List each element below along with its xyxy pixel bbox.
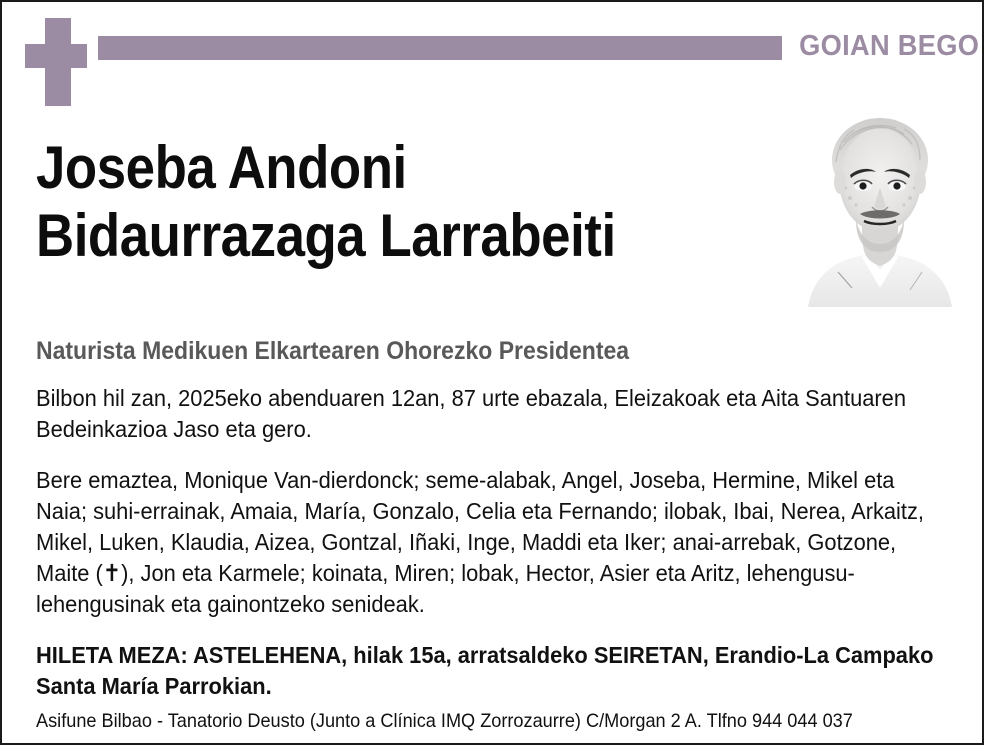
survivors-paragraph: Bere emaztea, Monique Van-dierdonck; seme-alabak, Angel, Joseba, Hermine, Mikel eta Naia; suhi-errainak, Amaia, María, Gonzalo, Celia eta Fernando; ilobak, Ibai, Nerea, Arkaitz, Mikel, Luken, Klaudia, Aizea, Gontzal, Iñaki, Inge, Maddi eta Iker; anai-arrebak, Gotzone, Maite (✝), Jon eta Karmele; koinata, Miren; lobak, Hector, Asier eta Aritz, lehengusu-lehengusinak eta gainontzeko senideak. <box>36 467 924 617</box>
latin-cross-icon <box>25 18 87 106</box>
portrait-photo <box>800 102 960 307</box>
deceased-name <box>36 134 796 270</box>
deceased-given-name: Joseba Andoni <box>36 134 407 201</box>
deceased-surname: Bidaurrazaga Larrabeiti <box>36 202 616 269</box>
death-notice-paragraph: Bilbon hil zan, 2025eko abenduaren 12an, 87 urte ebazala, Eleizakoak eta Aita Santuaren Bedeinkazioa Jaso eta gero. <box>36 385 906 442</box>
header-divider-bar <box>98 36 782 60</box>
notice-body <box>36 336 934 718</box>
deceased-title: Naturista Medikuen Elkartearen Ohorezko Presidentea <box>36 337 630 365</box>
funeral-details-paragraph: HILETA MEZA: ASTELEHENA, hilak 15a, arratsaldeko SEIRETAN, Erandio-La Campako Santa María Parrokian. <box>36 642 934 699</box>
notice-header <box>2 2 984 107</box>
cross-horizontal-bar <box>25 44 87 68</box>
funeral-home-footer: Asifune Bilbao - Tanatorio Deusto (Junto a Clínica IMQ Zorrozaurre) C/Morgan 2 A. Tlfno 944 044 037 <box>36 710 853 732</box>
header-eyebrow-text: GOIAN BEGO <box>799 30 980 62</box>
